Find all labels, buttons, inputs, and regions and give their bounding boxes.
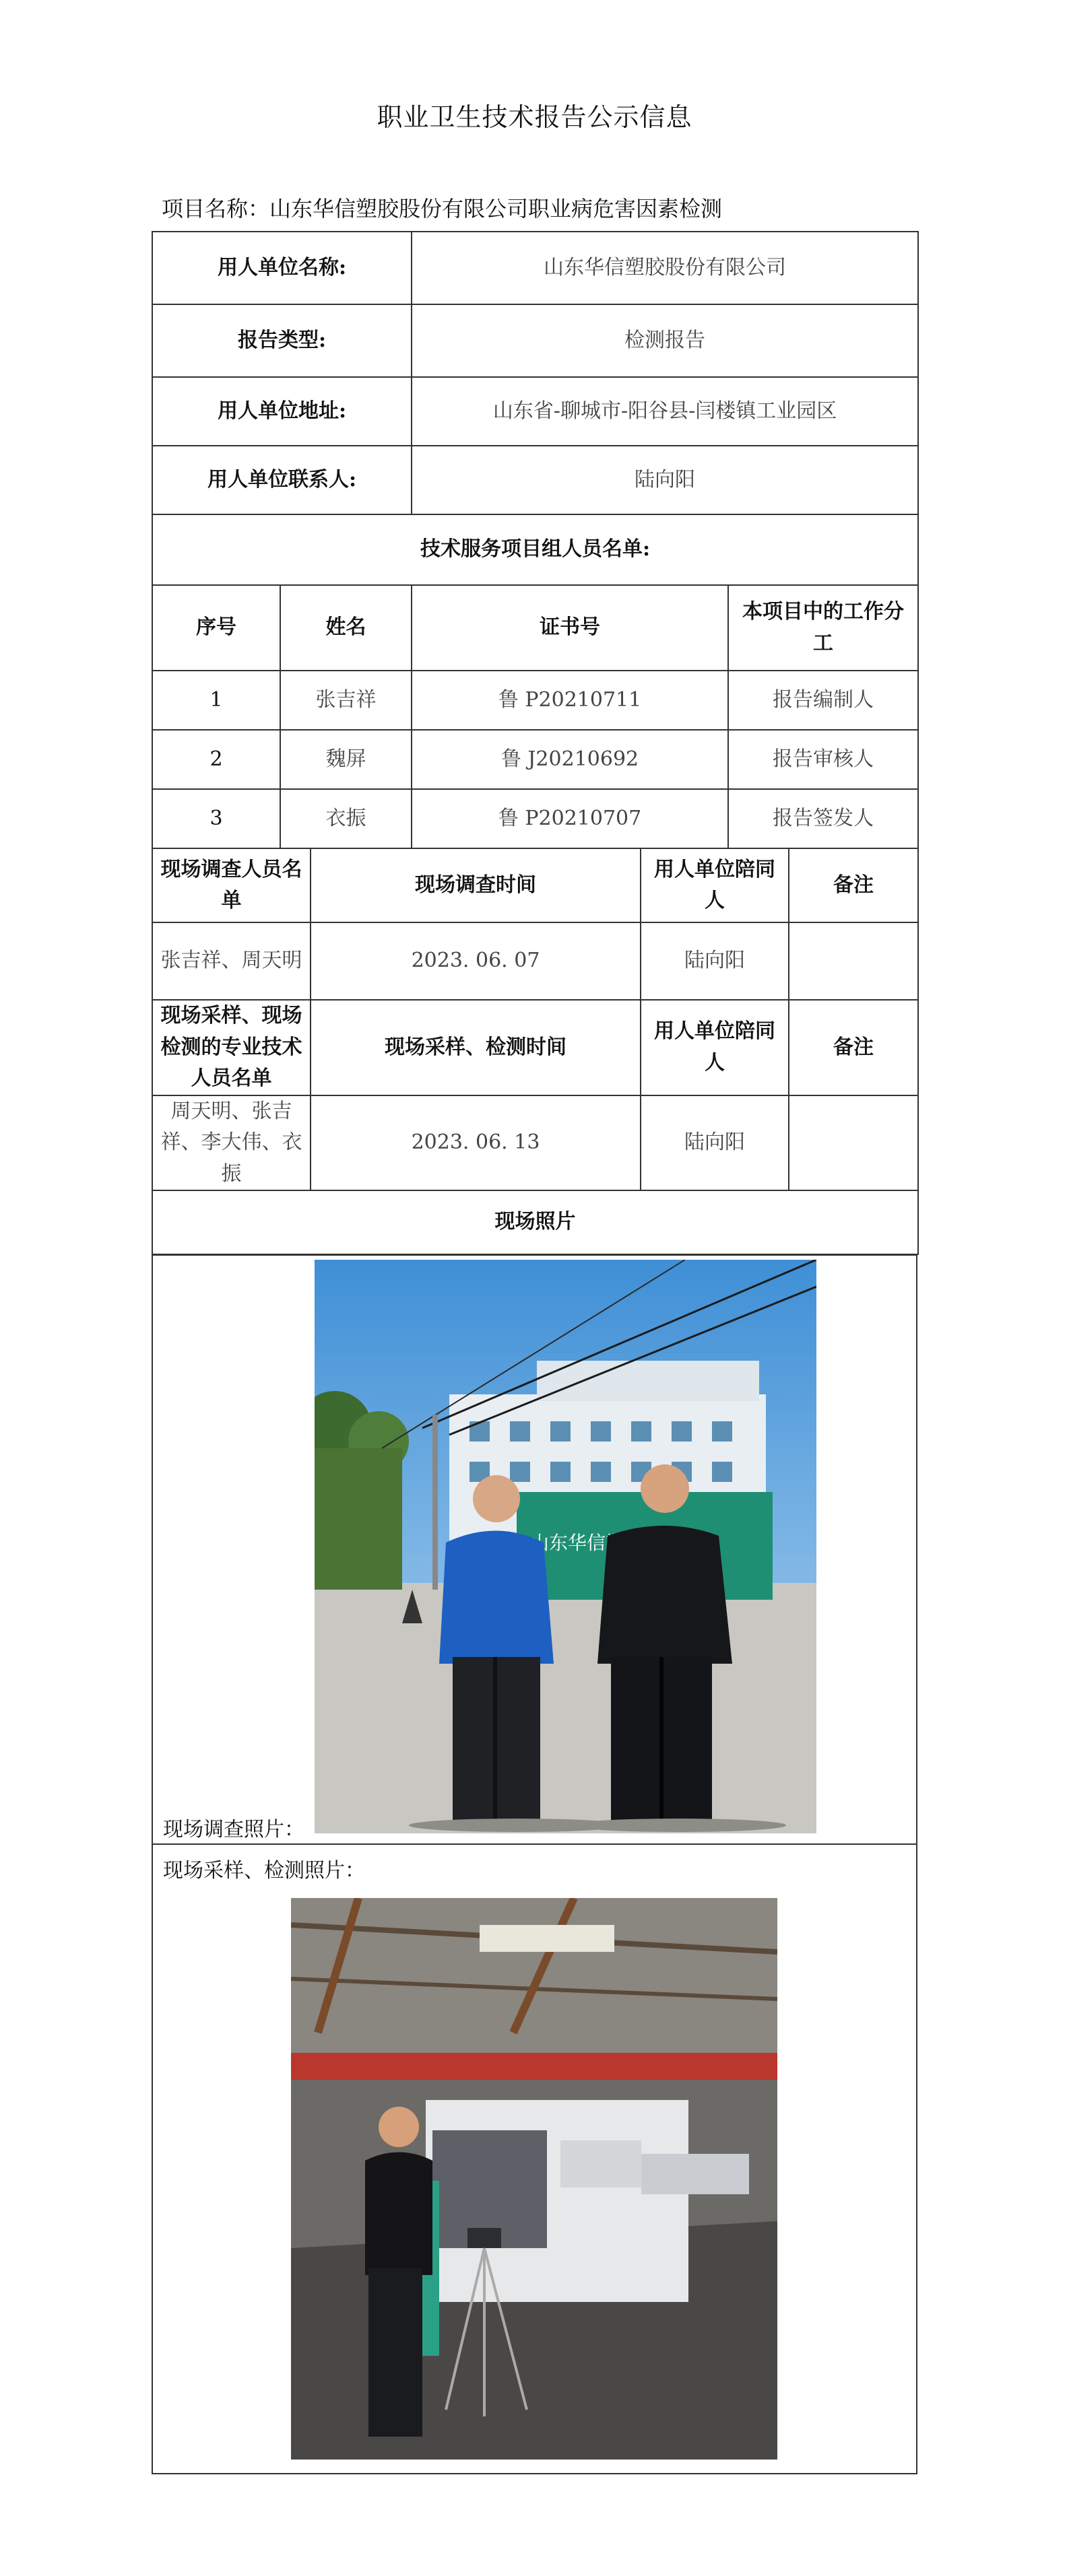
table-row bbox=[152, 922, 918, 1000]
team-col-cert: 证书号 bbox=[412, 585, 728, 671]
unit-name-value: 山东华信塑胶股份有限公司 bbox=[412, 232, 918, 304]
address-value: 山东省-聊城市-阳谷县-闫楼镇工业园区 bbox=[412, 377, 918, 446]
sampling-col-companion: 用人单位陪同人 bbox=[641, 1000, 789, 1095]
team-row-cert: 鲁 P20210711 bbox=[412, 671, 728, 730]
contact-label: 用人单位联系人: bbox=[152, 446, 412, 514]
survey-companion: 陆向阳 bbox=[641, 922, 789, 1000]
table-row bbox=[152, 671, 918, 730]
team-header: 技术服务项目组人员名单: bbox=[152, 514, 918, 585]
photo-sampling-label: 现场采样、检测照片： bbox=[163, 1859, 365, 1883]
survey-col-note: 备注 bbox=[789, 848, 918, 922]
address-label: 用人单位地址: bbox=[152, 377, 412, 446]
sampling-photo bbox=[291, 1898, 777, 2460]
team-row-role: 报告编制人 bbox=[728, 671, 918, 730]
contact-value: 陆向阳 bbox=[412, 446, 918, 514]
team-row-name: 张吉祥 bbox=[280, 671, 412, 730]
team-row-name: 衣振 bbox=[280, 789, 412, 848]
team-col-name: 姓名 bbox=[280, 585, 412, 671]
team-row-no: 2 bbox=[152, 730, 280, 789]
team-row-name: 魏屏 bbox=[280, 730, 412, 789]
team-row-role: 报告签发人 bbox=[728, 789, 918, 848]
sampling-date: 2023. 06. 13 bbox=[311, 1095, 641, 1191]
sampling-col-note: 备注 bbox=[789, 1000, 918, 1095]
photo-survey-label: 现场调查照片： bbox=[163, 1818, 304, 1841]
info-table bbox=[152, 231, 919, 1255]
sampling-companion: 陆向阳 bbox=[641, 1095, 789, 1191]
survey-col-companion: 用人单位陪同人 bbox=[641, 848, 789, 922]
team-row-role: 报告审核人 bbox=[728, 730, 918, 789]
project-name: 项目名称：山东华信塑胶股份有限公司职业病危害因素检测 bbox=[162, 196, 723, 222]
survey-col-date: 现场调查时间 bbox=[311, 848, 641, 922]
team-row-cert: 鲁 P20210707 bbox=[412, 789, 728, 848]
team-col-role: 本项目中的工作分工 bbox=[728, 585, 918, 671]
team-row-no: 3 bbox=[152, 789, 280, 848]
sampling-col-staff: 现场采样、现场检测的专业技术人员名单 bbox=[152, 1000, 311, 1095]
team-col-no: 序号 bbox=[152, 585, 280, 671]
photo-section bbox=[152, 1254, 917, 2474]
team-row-cert: 鲁 J20210692 bbox=[412, 730, 728, 789]
survey-col-staff: 现场调查人员名单 bbox=[152, 848, 311, 922]
table-row bbox=[152, 1095, 918, 1191]
table-row bbox=[152, 730, 918, 789]
photo-divider bbox=[153, 1843, 916, 1845]
report-type-value: 检测报告 bbox=[412, 304, 918, 377]
report-type-label: 报告类型: bbox=[152, 304, 412, 377]
unit-name-label: 用人单位名称: bbox=[152, 232, 412, 304]
page-title: 职业卫生技术报告公示信息 bbox=[377, 102, 692, 132]
team-row-no: 1 bbox=[152, 671, 280, 730]
survey-photo bbox=[315, 1260, 816, 1833]
sampling-note bbox=[789, 1095, 918, 1191]
survey-date: 2023. 06. 07 bbox=[311, 922, 641, 1000]
sampling-col-date: 现场采样、检测时间 bbox=[311, 1000, 641, 1095]
table-row bbox=[152, 789, 918, 848]
survey-note bbox=[789, 922, 918, 1000]
photos-header: 现场照片 bbox=[152, 1190, 918, 1254]
survey-staff: 张吉祥、周天明 bbox=[152, 922, 311, 1000]
sampling-staff: 周天明、张吉祥、李大伟、衣振 bbox=[152, 1095, 311, 1191]
